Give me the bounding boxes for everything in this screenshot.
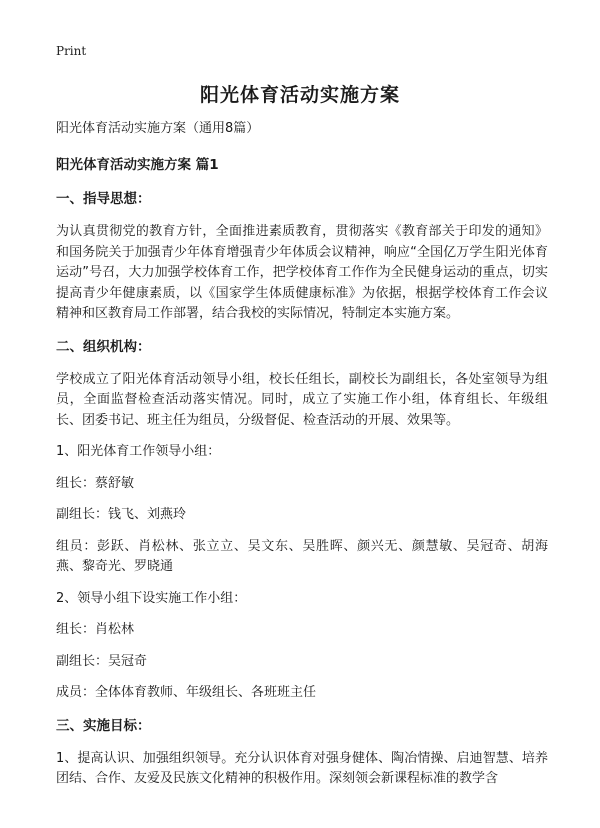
section-heading-organization: 二、组织机构：	[56, 338, 151, 355]
paragraph-deputy-leader: 副组长：钱飞、刘燕玲	[56, 507, 187, 522]
paragraph-organization: 学校成立了阳光体育活动领导小组，校长任组长，副校长为副组长，各处室领导为组员，全面监督检查活动落实情况。同时，成立了实施工作小组，体育组长、年级组长、团委书记、班主任为组员，分级督促、检查活动的开展、效果等。	[56, 371, 548, 428]
paragraph-working-members: 成员：全体体育教师、年级组长、各班班主任	[56, 685, 317, 700]
paragraph-goals: 1、提高认识、加强组织领导。充分认识体育对强身健体、陶冶情操、启迪智慧、培养团结、合作、友爱及民族文化精神的积极作用。深刻领会新课程标准的教学含	[56, 750, 548, 786]
document-body	[56, 118, 548, 801]
paragraph-leading-group: 1、阳光体育工作领导小组：	[56, 444, 221, 459]
paragraph-working-group: 2、领导小组下设实施工作小组：	[56, 590, 247, 606]
section-heading-guiding-ideology: 一、指导思想：	[56, 191, 151, 207]
paragraph-leader: 组长：蔡舒敏	[56, 475, 135, 491]
article-heading: 阳光体育活动实施方案 篇1	[56, 157, 219, 173]
document-subtitle: 阳光体育活动实施方案（通用8篇）	[56, 121, 260, 136]
section-heading-goals: 三、实施目标：	[56, 717, 151, 734]
page-title: 阳光体育活动实施方案	[199, 84, 400, 106]
print-label: Print	[56, 44, 87, 58]
paragraph-guiding-ideology: 为认真贯彻党的教育方针，全面推进素质教育，贯彻落实《教育部关于印发的通知》和国务院关于加强青少年体育增强青少年体质会议精神，响应“全国亿万学生阳光体育运动”号召，大力加强学校体育工作，把学校体育工作作为全民健身运动的重点，切实提高青少年健康素质，以《国家学生体质健康标准》为依据，根据学校体育工作会议精神和区教育局工作部署，结合我校的实际情况，特制定本实施方案。	[56, 224, 548, 321]
paragraph-working-leader: 组长：肖松林	[56, 622, 135, 637]
paragraph-members: 组员：彭跃、肖松林、张立立、吴文东、吴胜晖、颜兴无、颜慧敏、吴冠奇、胡海燕、黎奇光、罗晓通	[56, 538, 548, 574]
paragraph-working-deputy: 副组长：吴冠奇	[56, 653, 148, 669]
